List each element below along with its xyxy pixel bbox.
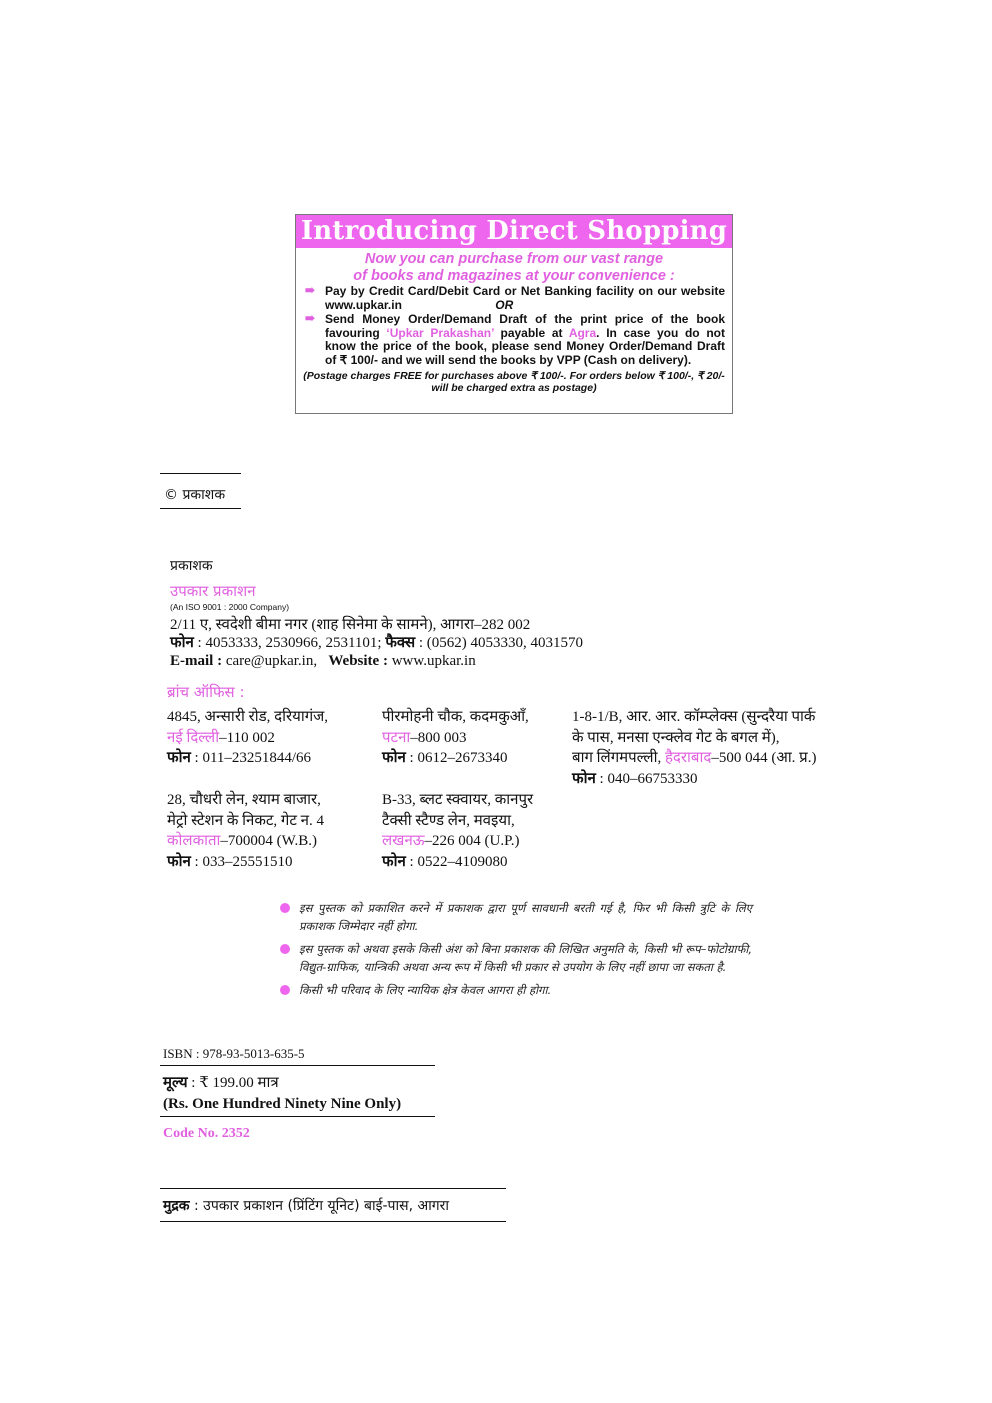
website-value: www.upkar.in	[387, 653, 476, 669]
bullet-dot-icon	[280, 903, 290, 913]
disclaimer-notes	[280, 900, 752, 1006]
publisher-iso: (An ISO 9001 : 2000 Company)	[170, 602, 290, 612]
publisher-contact	[170, 634, 690, 652]
divider	[160, 1065, 435, 1066]
branch-lucknow	[382, 790, 533, 872]
publisher-name: उपकार प्रकाशन	[170, 582, 256, 600]
phone-number: : 011–23251844/66	[190, 750, 312, 766]
branch-pin: –226 004 (U.P.)	[424, 833, 520, 849]
branch-patna	[382, 707, 529, 769]
direct-shopping-ad	[295, 214, 733, 414]
branch-delhi	[167, 707, 328, 769]
branch-phone	[382, 852, 533, 873]
divider	[160, 1221, 506, 1222]
ad-item-online	[296, 285, 732, 312]
email-label: E-mail :	[170, 653, 223, 669]
ad-postage-note: (Postage charges FREE for purchases above ₹ 100/-. For orders below ₹ 100/-, ₹ 20/- will be charged extra as postage)	[303, 369, 725, 395]
code-number: Code No. 2352	[163, 1126, 250, 1141]
divider	[160, 1188, 506, 1189]
ad-item-money-order	[296, 313, 732, 367]
note-item	[280, 900, 752, 935]
phone-label: फोन	[167, 750, 191, 766]
phone-label: फोन	[572, 770, 596, 787]
branch-address: 1-8-1/B, आर. आर. कॉम्प्लेक्स (सुन्दरैया पार्क	[572, 709, 816, 725]
branch-city: लखनऊ	[382, 833, 425, 849]
branch-address: मेट्रो स्टेशन के निकट, गेट न. 4	[167, 812, 324, 829]
branch-hyderabad	[572, 707, 816, 789]
branch-address: बाग लिंगमपल्ली,	[572, 750, 665, 766]
branch-phone	[572, 769, 816, 790]
phone-numbers: : 4053333, 2530966, 2531101;	[193, 635, 386, 651]
phone-number: : 033–25551510	[190, 853, 293, 870]
website-label: Website :	[328, 653, 388, 669]
branch-pin: –800 003	[410, 729, 467, 746]
note-text: इस पुस्तक को अथवा इसके किसी अंश को बिना प्रकाशक की लिखित अनुमति के, किसी भी रूप–फोटोग्राफी, विद्युत-ग्राफिक, यान्त्रिकी अथवा अन्य रूप में किसी भी प्रकार से उपयोग के लिए नहीं छापा जा सकता है.	[299, 942, 752, 974]
arrow-icon: ➠	[305, 283, 316, 297]
email-value: care@upkar.in,	[222, 653, 318, 669]
ad-item-text: Send Money Order/Demand Draft of the print price of the book favouring	[325, 312, 725, 340]
branch-city-line	[382, 831, 533, 852]
phone-number: : 0522–4109080	[405, 853, 508, 870]
divider	[160, 1116, 435, 1117]
phone-label: फोन	[382, 853, 406, 870]
printer-label: मुद्रक	[163, 1198, 190, 1214]
ad-favour-name: ‘Upkar Prakashan’	[386, 325, 494, 340]
isbn: ISBN : 978-93-5013-635-5	[163, 1046, 305, 1061]
branch-pin: –500 044 (आ. प्र.)	[711, 750, 817, 766]
branch-pin: –110 002	[219, 729, 275, 746]
price-value: : ₹ 199.00 मात्र	[187, 1075, 279, 1091]
arrow-icon: ➠	[305, 311, 316, 326]
branch-city-line	[167, 728, 328, 749]
publisher-web	[170, 652, 690, 670]
publisher-address: 2/11 ए, स्वदेशी बीमा नगर (शाह सिनेमा के सामने), आगरा–282 002	[170, 617, 531, 633]
branch-city-line	[382, 728, 529, 749]
branch-address: पीरमोहनी चौक, कदमकुआँ,	[382, 709, 529, 725]
price-label: मूल्य	[163, 1075, 188, 1091]
ad-sub-line-2: of books and magazines at your convenience :	[353, 267, 675, 284]
branch-kolkata	[167, 790, 324, 872]
branch-city: हैदराबाद	[664, 750, 712, 766]
note-text: किसी भी परिवाद के लिए न्यायिक क्षेत्र केवल आगरा ही होगा.	[299, 983, 552, 997]
phone-number: : 040–66753330	[595, 770, 698, 787]
ad-city: Agra	[568, 325, 597, 340]
publisher-block	[170, 556, 690, 670]
branch-city-line	[167, 831, 324, 852]
price-in-words: (Rs. One Hundred Ninety Nine Only)	[163, 1096, 402, 1112]
ad-or-text: OR	[495, 297, 514, 312]
branch-phone	[167, 852, 324, 873]
branch-offices-heading: ब्रांच ऑफिस :	[167, 683, 245, 701]
fax-label: फैक्स	[385, 635, 416, 651]
branch-address: के पास, मनसा एन्क्लेव गेट के बगल में),	[572, 729, 780, 746]
branch-address: 28, चौधरी लेन, श्याम बाजार,	[167, 792, 321, 808]
bullet-dot-icon	[280, 985, 290, 995]
branch-phone	[382, 748, 529, 769]
note-item	[280, 982, 752, 1000]
branch-city: नई दिल्ली	[167, 729, 220, 746]
branch-address: टैक्सी स्टैण्ड लेन, मवइया,	[382, 812, 515, 829]
ad-item-online-text: Pay by Credit Card/Debit Card or Net Banking facility on our website www.upkar.in	[325, 284, 725, 312]
note-text: इस पुस्तक को प्रकाशित करने में प्रकाशक द्वारा पूर्ण सावधानी बरती गई है, फिर भी किसी त्रुटि के लिए प्रकाशक जिम्मेदार नहीं होगा.	[299, 901, 752, 933]
phone-number: : 0612–2673340	[405, 750, 508, 766]
branch-address: B-33, ब्लट स्क्वायर, कानपुर	[382, 792, 534, 808]
ad-item-text: . In case you do not know the price of the book, please send Money Order/Demand Draft of ₹ 100/- and we will send the books by VPP (Cash on delivery).	[325, 325, 725, 367]
phone-label: फोन	[170, 635, 194, 651]
printer-line	[163, 1196, 449, 1215]
price-line	[163, 1072, 279, 1092]
fax-numbers: : (0562) 4053330, 4031570	[415, 635, 584, 651]
printer-value: : उपकार प्रकाशन (प्रिंटिंग यूनिट) बाई-पास, आगरा	[189, 1198, 450, 1214]
branch-city-line	[572, 748, 816, 769]
branch-city: पटना	[382, 729, 411, 746]
publisher-label: प्रकाशक	[170, 558, 213, 574]
ad-subheading	[296, 251, 732, 284]
divider	[160, 473, 241, 474]
branch-city: कोलकाता	[167, 833, 221, 849]
ad-sub-line-1: Now you can purchase from our vast range	[364, 251, 664, 267]
phone-label: फोन	[382, 750, 406, 766]
branch-address: 4845, अन्सारी रोड, दरियागंज,	[167, 709, 329, 725]
branch-pin: –700004 (W.B.)	[220, 833, 317, 849]
ad-heading: Introducing Direct Shopping	[296, 215, 732, 248]
bullet-dot-icon	[280, 944, 290, 954]
branch-phone	[167, 748, 328, 769]
divider	[160, 508, 241, 509]
note-item	[280, 941, 752, 976]
ad-item-text: payable at	[493, 325, 569, 340]
phone-label: फोन	[167, 853, 191, 870]
copyright-line: © प्रकाशक	[164, 487, 226, 503]
